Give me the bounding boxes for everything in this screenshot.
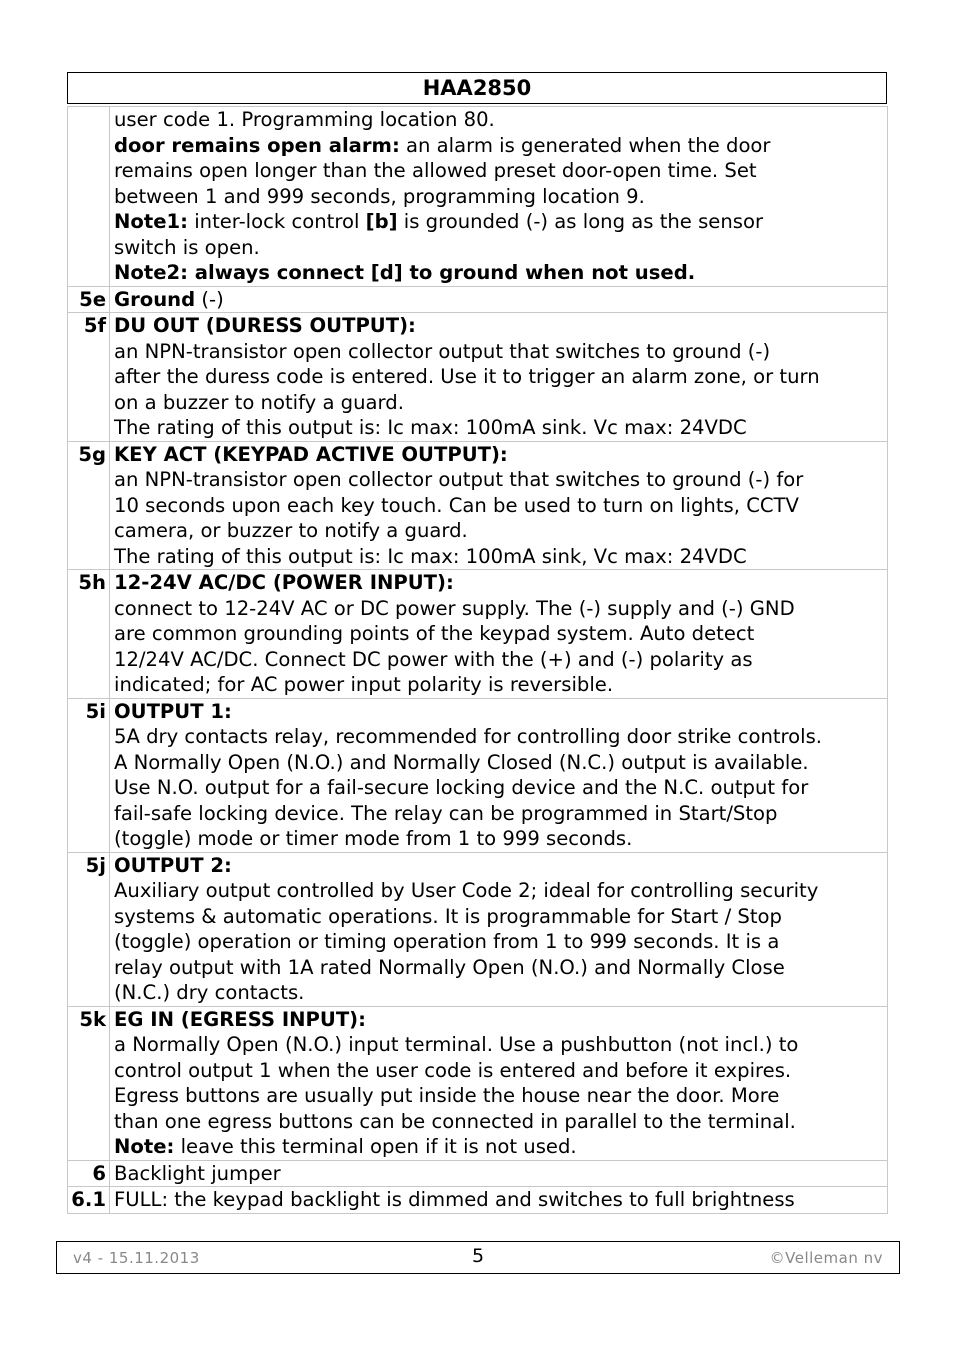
text-line: (toggle) operation or timing operation from 1 to 999 seconds. It is a [114,930,780,953]
row-number: 5k [68,1006,110,1160]
page-number: 5 [471,1245,485,1267]
text-line: user code 1. Programming location 80. [114,108,495,131]
term-label: Ground [114,287,196,311]
text-line: 5A dry contacts relay, recommended for controlling door strike controls. [114,725,823,748]
text-line: relay output with 1A rated Normally Open (N.O.) and Normally Close [114,955,785,979]
row-description [110,313,888,442]
text-line: The rating of this output is: Ic max: 100mA sink. Vc max: 24VDC [114,416,747,439]
terminal-ref: [b] [365,210,398,233]
version-label: v4 - 15.11.2013 [73,1249,200,1267]
text-line: 12/24V AC/DC. Connect DC power with the (+) and (-) polarity as [114,647,753,671]
text-span: inter-lock control [187,210,366,233]
page-footer [56,1241,900,1274]
text-line [114,133,885,159]
term-label: door remains open alarm: [114,133,400,157]
text-span: an alarm is generated when the door [399,133,771,157]
text-line: Auxiliary output controlled by User Code 2; ideal for controlling security [114,879,819,902]
text-line: on a buzzer to notify a guard. [114,390,404,414]
text-line: Egress buttons are usually put inside the house near the door. More [114,1084,780,1107]
row-number: 5f [68,313,110,442]
row-description: FULL: the keypad backlight is dimmed and switches to full brightness [110,1187,888,1214]
row-number: 5j [68,852,110,1006]
table-row [68,1160,888,1187]
text-line: A Normally Open (N.O.) and Normally Closed (N.C.) output is available. [114,750,809,774]
row-heading: OUTPUT 2: [114,853,232,877]
text-line: systems & automatic operations. It is programmable for Start / Stop [114,904,782,928]
text-line: after the duress code is entered. Use it to trigger an alarm zone, or turn [114,365,820,388]
text-line: The rating of this output is: Ic max: 100mA sink, Vc max: 24VDC [114,544,747,568]
text-line: Use N.O. output for a fail-secure locking device and the N.C. output for [114,776,809,799]
text-line: (toggle) mode or timer mode from 1 to 999 seconds. [114,827,633,850]
table-row [68,570,888,699]
text-line: control output 1 when the user code is entered and before it expires. [114,1058,792,1082]
row-number: 5g [68,441,110,570]
text-line: between 1 and 999 seconds, programming location 9. [114,184,645,208]
row-heading: DU OUT (DURESS OUTPUT): [114,314,416,337]
text-line: (N.C.) dry contacts. [114,981,305,1004]
spec-table [67,106,888,1214]
table-row [68,698,888,852]
text-line: than one egress buttons can be connected in parallel to the terminal. [114,1109,796,1133]
note-line: Note2: always connect [d] to ground when not used. [114,261,696,284]
row-description [110,698,888,852]
row-heading: EG IN (EGRESS INPUT): [114,1007,366,1031]
row-description [110,107,888,287]
row-number [68,107,110,287]
row-number: 5h [68,570,110,699]
row-description [110,852,888,1006]
table-row [68,441,888,570]
row-heading: 12-24V AC/DC (POWER INPUT): [114,571,454,594]
row-number: 6 [68,1160,110,1187]
document-title: HAA2850 [67,72,887,104]
row-number: 5i [68,698,110,852]
row-description [110,1006,888,1160]
table-row [68,107,888,287]
text-line [114,209,885,235]
text-line: an NPN-transistor open collector output that switches to ground (-) for [114,468,804,491]
text-line: connect to 12-24V AC or DC power supply. The (-) supply and (-) GND [114,596,795,620]
text-span: (-) [195,287,224,311]
text-line: 10 seconds upon each key touch. Can be used to turn on lights, CCTV [114,493,799,517]
text-span: leave this terminal open if it is not used. [174,1135,577,1158]
row-number: 5e [68,286,110,313]
text-line: fail-safe locking device. The relay can be programmed in Start/Stop [114,801,778,825]
text-line [114,1134,885,1160]
table-row [68,286,888,313]
table-row [68,1006,888,1160]
text-line: are common grounding points of the keypad system. Auto detect [114,622,755,645]
note-label: Note: [114,1135,175,1158]
note-label: Note1: [114,210,188,233]
table-row [68,313,888,442]
text-line: remains open longer than the allowed preset door-open time. Set [114,159,757,182]
text-line: camera, or buzzer to notify a guard. [114,519,468,542]
row-description [110,286,888,313]
row-number: 6.1 [68,1187,110,1214]
row-heading: KEY ACT (KEYPAD ACTIVE OUTPUT): [114,442,508,466]
row-description: Backlight jumper [110,1160,888,1187]
text-line: indicated; for AC power input polarity is reversible. [114,673,614,696]
text-span: is grounded (-) as long as the sensor [397,210,764,233]
row-heading: OUTPUT 1: [114,699,232,723]
copyright-label: ©Velleman nv [769,1249,883,1267]
table-row [68,852,888,1006]
text-line: an NPN-transistor open collector output that switches to ground (-) [114,339,771,363]
text-line: switch is open. [114,235,260,259]
text-line: a Normally Open (N.O.) input terminal. Use a pushbutton (not incl.) to [114,1033,799,1056]
row-description [110,570,888,699]
row-description [110,441,888,570]
table-row [68,1187,888,1214]
